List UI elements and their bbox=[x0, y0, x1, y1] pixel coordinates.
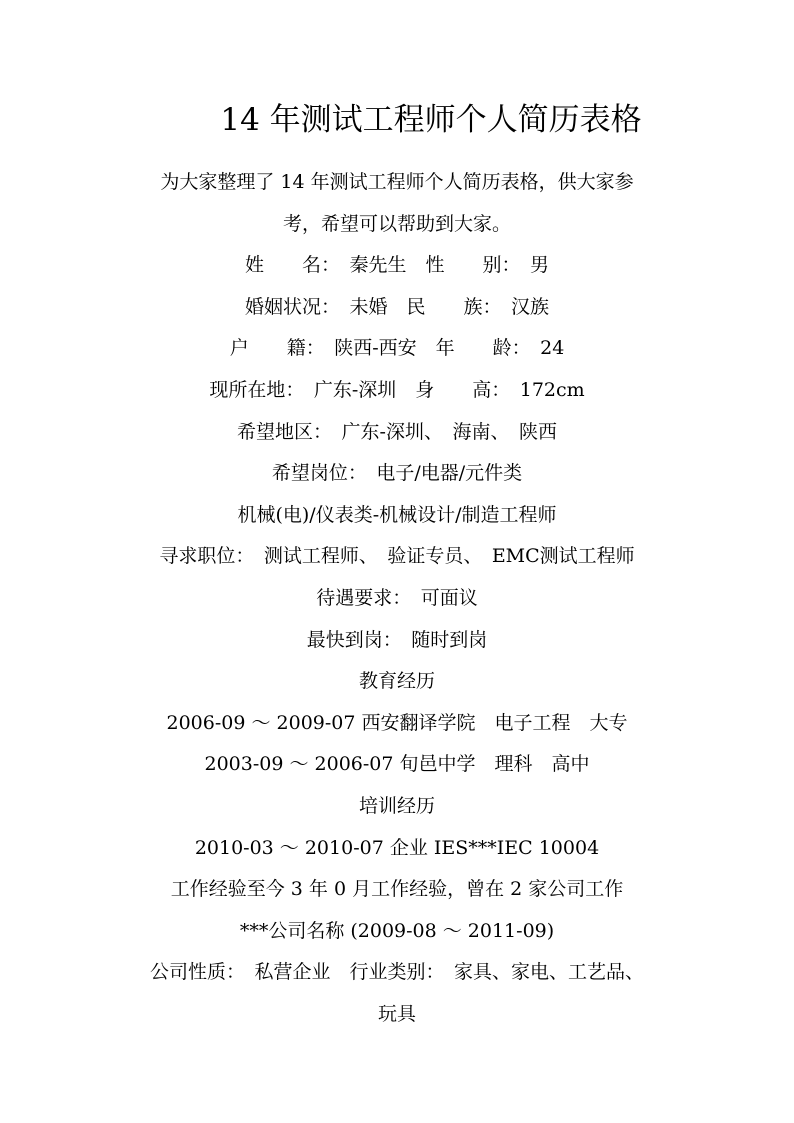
desired-position-line: 希望岗位： 电子/电器/元件类 bbox=[271, 462, 523, 485]
desired-region-line: 希望地区： 广东-深圳、 海南、 陕西 bbox=[237, 420, 557, 443]
desired-position-cont-line: 机械(电)/仪表类-机械设计/制造工程师 bbox=[237, 503, 557, 526]
intro-line-1: 为大家整理了 14 年测试工程师个人简历表格，供大家参 bbox=[160, 171, 634, 193]
seeking-role-line: 寻求职位： 测试工程师、 验证专员、 EMC测试工程师 bbox=[159, 545, 635, 568]
training-heading: 培训经历 bbox=[358, 794, 435, 817]
intro-line-2: 考，希望可以帮助到大家。 bbox=[282, 212, 511, 235]
name-gender-line: 姓 名： 秦先生 性 别： 男 bbox=[244, 254, 549, 277]
company-nature-cont-line: 玩具 bbox=[377, 1002, 416, 1025]
hukou-age-line: 户 籍： 陕西-西安 年 龄： 24 bbox=[229, 337, 565, 360]
training-entry-1: 2010-03 ～ 2010-07 企业 IES***IEC 10004 bbox=[194, 836, 600, 859]
marital-ethnicity-line: 婚姻状况： 未婚 民 族： 汉族 bbox=[244, 295, 549, 318]
availability-line: 最快到岗： 随时到岗 bbox=[306, 628, 488, 651]
education-entry-2: 2003-09 ～ 2006-07 旬邑中学 理科 高中 bbox=[204, 753, 590, 776]
education-entry-1: 2006-09 ～ 2009-07 西安翻译学院 电子工程 大专 bbox=[166, 711, 628, 734]
location-height-line: 现所在地： 广东-深圳 身 高： 172cm bbox=[209, 378, 585, 401]
education-heading: 教育经历 bbox=[358, 670, 435, 693]
company-nature-line: 公司性质： 私营企业 行业类别： 家具、家电、工艺品、 bbox=[149, 961, 644, 984]
company-name-line: ***公司名称 (2009-08 ～ 2011-09) bbox=[239, 919, 555, 942]
document-title: 14 年测试工程师个人简历表格 bbox=[220, 102, 642, 138]
document-body bbox=[0, 162, 794, 1035]
work-experience-summary: 工作经验至今 3 年 0 月工作经验，曾在 2 家公司工作 bbox=[170, 878, 624, 901]
salary-requirement-line: 待遇要求： 可面议 bbox=[316, 586, 478, 609]
